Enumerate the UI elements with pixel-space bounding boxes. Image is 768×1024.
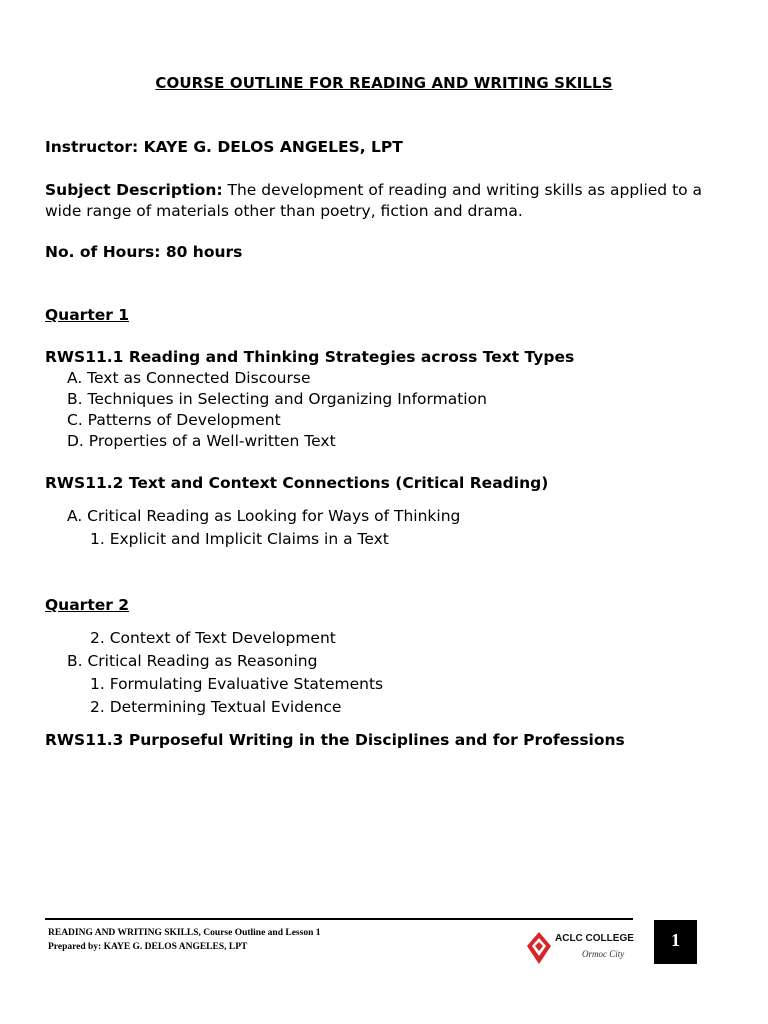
rws2-sub-1: 1. Explicit and Implicit Claims in a Text	[90, 530, 389, 548]
rws2-title: RWS11.2 Text and Context Connections (Critical Reading)	[45, 474, 549, 492]
rws3-title: RWS11.3 Purposeful Writing in the Disciplines and for Professions	[45, 731, 625, 749]
subject-description-label: Subject Description:	[45, 181, 223, 199]
instructor-line: Instructor: KAYE G. DELOS ANGELES, LPT	[45, 138, 403, 156]
rws1-item-d: D. Properties of a Well-written Text	[67, 432, 336, 450]
footer-line2: Prepared by: KAYE G. DELOS ANGELES, LPT	[48, 942, 248, 952]
footer-line1: READING AND WRITING SKILLS, Course Outline and Lesson 1	[48, 928, 321, 938]
logo-script-text: Ormoc City	[582, 949, 625, 959]
rws1-item-c: C. Patterns of Development	[67, 411, 281, 429]
subject-description-text: The development of reading and writing skills as applied to a wide range of materials other than poetry, fiction and drama.	[45, 181, 703, 220]
quarter1-heading: Quarter 1	[45, 306, 130, 324]
q2-item-b: B. Critical Reading as Reasoning	[67, 652, 318, 670]
q2-sub-2: 2. Context of Text Development	[90, 629, 336, 647]
q2-sub-b1: 1. Formulating Evaluative Statements	[90, 675, 384, 693]
rws1-item-b: B. Techniques in Selecting and Organizing Information	[67, 390, 487, 408]
subject-description	[45, 180, 725, 222]
footer-rule	[45, 918, 633, 920]
aclc-college-logo	[524, 924, 634, 968]
rws1-title: RWS11.1 Reading and Thinking Strategies across Text Types	[45, 348, 575, 366]
rws2-item-a: A. Critical Reading as Looking for Ways of Thinking	[67, 507, 461, 525]
page-title: COURSE OUTLINE FOR READING AND WRITING SKILLS	[155, 74, 613, 92]
rws1-item-a: A. Text as Connected Discourse	[67, 369, 311, 387]
logo-text: ACLC COLLEGE	[555, 933, 634, 944]
q2-sub-b2: 2. Determining Textual Evidence	[90, 698, 342, 716]
quarter2-heading: Quarter 2	[45, 596, 130, 614]
page-number-badge	[654, 920, 697, 964]
page-number: 1	[671, 930, 680, 950]
hours-line: No. of Hours: 80 hours	[45, 243, 243, 261]
